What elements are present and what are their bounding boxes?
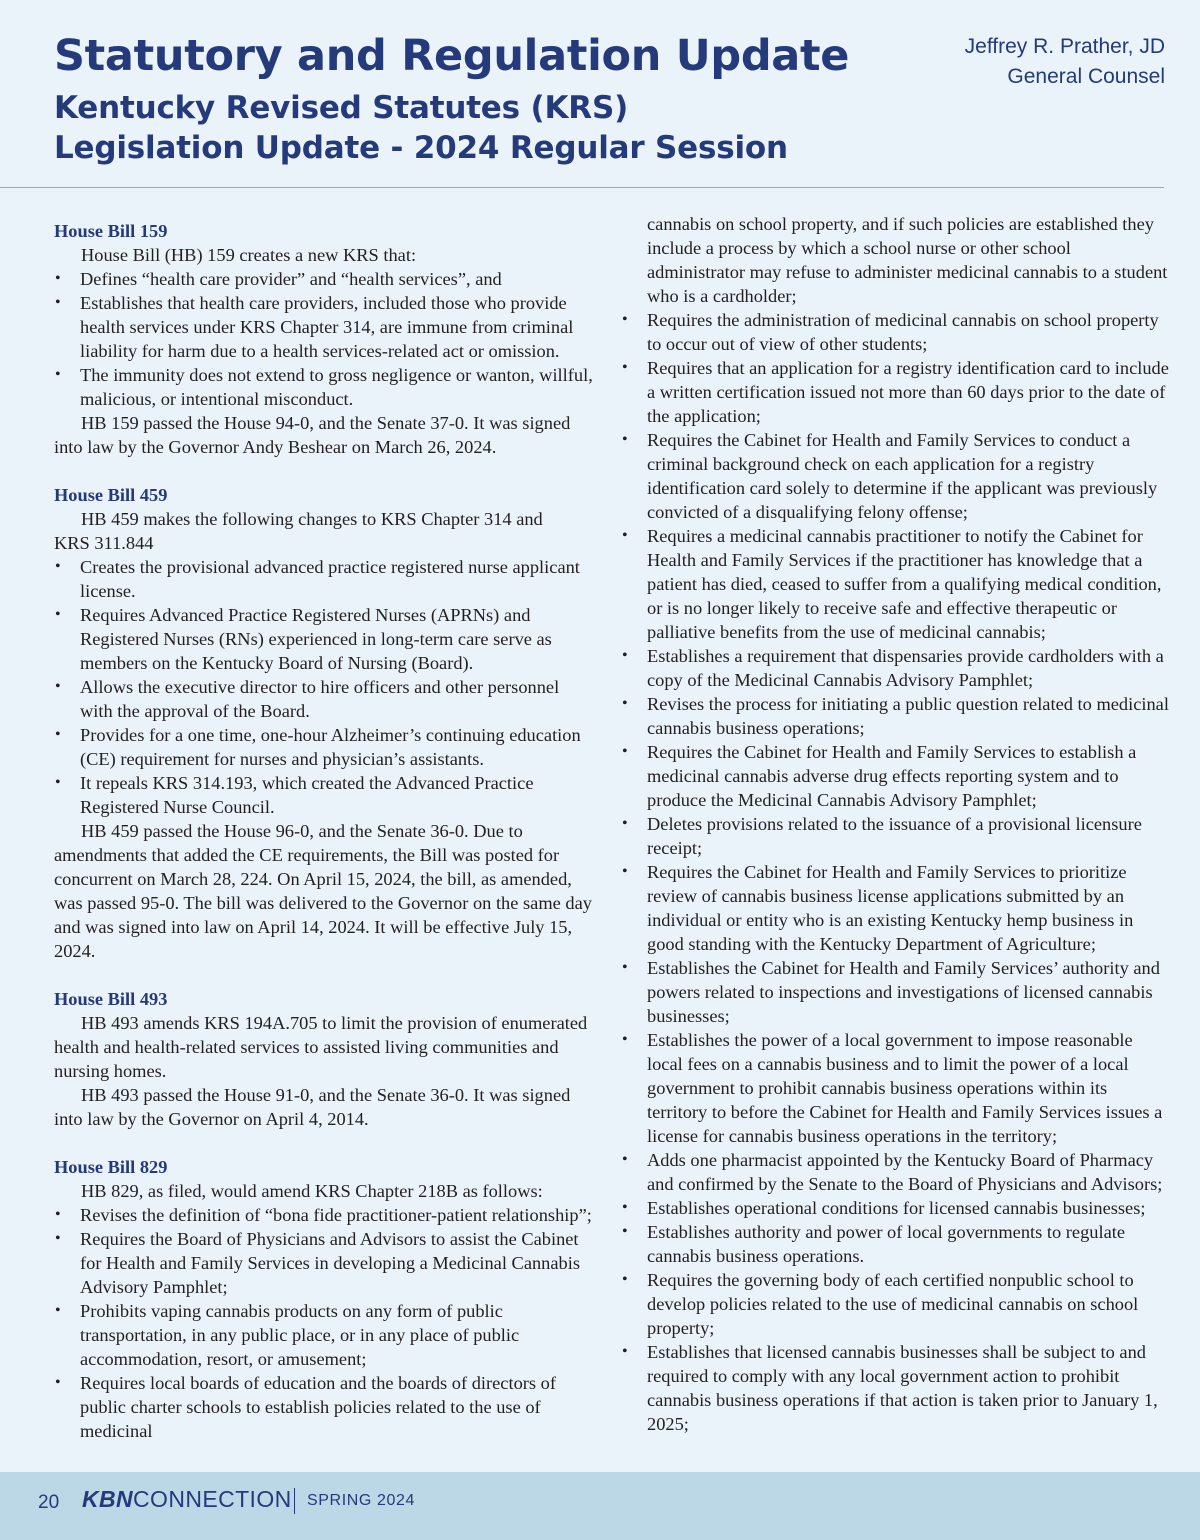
bullet-icon: • xyxy=(55,774,61,791)
bill-closing: HB 493 passed the House 91-0, and the Senate 36-0. It was signed into law by the Governor on April 4, 2014. xyxy=(54,1085,571,1129)
left-column xyxy=(54,209,594,1467)
bullet-item: • Requires the Board of Physicians and Advisors to assist the Cabinet for Health and Family Services in developing a Medicinal Cannabis Advisory Pamphlet; xyxy=(55,1229,580,1297)
bullet-item: • Adds one pharmacist appointed by the Kentucky Board of Pharmacy and confirmed by the Senate to the Board of Physicians and Advisors; xyxy=(622,1150,1163,1194)
bill-section-hb493 xyxy=(54,987,594,1131)
bill-section-hb459 xyxy=(54,483,594,963)
issue-label: SPRING 2024 xyxy=(307,1492,415,1509)
bullet-icon: • xyxy=(55,1230,61,1247)
bill-title: House Bill 159 xyxy=(54,221,168,241)
bill-title: House Bill 493 xyxy=(54,989,168,1009)
bullet-icon: • xyxy=(622,431,628,448)
bullet-icon: • xyxy=(622,959,628,976)
bullet-icon: • xyxy=(55,1206,61,1223)
bullet-icon: • xyxy=(622,1271,628,1288)
bullet-item: • Revises the process for initiating a public question related to medicinal cannabis business operations; xyxy=(622,694,1169,738)
bullet-item: • Establishes that health care providers, included those who provide health services under KRS Chapter 314, are immune from criminal liability for harm due to a health services-related act or omission. xyxy=(55,293,574,361)
bullet-continuation: cannabis on school property, and if such policies are established they include a process by which a school nurse or other school administrator may refuse to administer medicinal cannabis to a student who is a cardholder; xyxy=(647,214,1168,306)
bill-intro: House Bill (HB) 159 creates a new KRS that: xyxy=(81,245,417,265)
bullet-icon: • xyxy=(622,527,628,544)
bullet-item: • Establishes operational conditions for licensed cannabis businesses; xyxy=(622,1198,1146,1218)
bill-title: House Bill 459 xyxy=(54,485,168,505)
bill-title: House Bill 829 xyxy=(54,1157,168,1177)
publication-logo xyxy=(82,1486,292,1513)
bullet-icon: • xyxy=(622,1199,628,1216)
bullet-item: • Deletes provisions related to the issuance of a provisional licensure receipt; xyxy=(622,814,1142,858)
bill-intro: HB 459 makes the following changes to KRS Chapter 314 and KRS 311.844 xyxy=(54,509,543,553)
bullet-icon: • xyxy=(622,743,628,760)
bullet-icon: • xyxy=(55,726,61,743)
bill-closing: HB 159 passed the House 94-0, and the Senate 37-0. It was signed into law by the Governor Andy Beshear on March 26, 2024. xyxy=(54,413,571,457)
bullet-icon: • xyxy=(622,815,628,832)
bullet-icon: • xyxy=(622,1151,628,1168)
bullet-icon: • xyxy=(622,647,628,664)
bill-bullet-list xyxy=(54,555,594,819)
bullet-item: • Establishes authority and power of local governments to regulate cannabis business operations. xyxy=(622,1222,1126,1266)
bullet-icon: • xyxy=(55,606,61,623)
bullet-icon: • xyxy=(55,270,61,287)
bullet-item: • It repeals KRS 314.193, which created the Advanced Practice Registered Nurse Council. xyxy=(55,773,534,817)
page-title: Statutory and Regulation Update xyxy=(54,31,850,81)
bullet-icon: • xyxy=(55,1302,61,1319)
bullet-item: • Revises the definition of “bona fide practitioner-patient relationship”; xyxy=(55,1205,592,1225)
bullet-icon: • xyxy=(55,558,61,575)
page-footer xyxy=(0,1472,1200,1540)
bullet-item: • Establishes that licensed cannabis businesses shall be subject to and required to comply with any local government action to prohibit cannabis business operations if that action is taken prior to January 1, 2025; xyxy=(622,1342,1158,1434)
bullet-item: • Allows the executive director to hire officers and other personnel with the approval of the Board. xyxy=(55,677,560,721)
bullet-icon: • xyxy=(622,311,628,328)
header-divider xyxy=(0,187,1164,188)
logo-connection: CONNECTION xyxy=(133,1486,292,1512)
bullet-item: • Creates the provisional advanced practice registered nurse applicant license. xyxy=(55,557,580,601)
bullet-item: • Requires local boards of education and the boards of directors of public charter schools to establish policies related to the use of medicinal xyxy=(55,1373,556,1441)
bullet-item: • The immunity does not extend to gross negligence or wanton, willful, malicious, or intentional misconduct. xyxy=(55,365,593,409)
page-number: 20 xyxy=(38,1492,60,1513)
bill-intro: HB 493 amends KRS 194A.705 to limit the provision of enumerated health and health-related services to assisted living communities and nursing homes. xyxy=(54,1013,588,1081)
bill-closing: HB 459 passed the House 96-0, and the Senate 36-0. Due to amendments that added the CE requirements, the Bill was posted for concurrent on March 28, 224. On April 15, 2024, the bill, as amended, was passed 95-0. The bill was delivered to the Governor on the same day and was signed into law on April 14, 2024. It will be effective July 15, 2024. xyxy=(54,821,592,961)
bullet-icon: • xyxy=(622,359,628,376)
bullet-item: • Provides for a one time, one-hour Alzheimer’s continuing education (CE) requirement for nurses and physician’s assistants. xyxy=(55,725,581,769)
bullet-icon: • xyxy=(55,294,61,311)
bill-section-hb829 xyxy=(54,1155,594,1443)
bullet-item: • Prohibits vaping cannabis products on any form of public transportation, in any public place, or in any place of public accommodation, resort, or amusement; xyxy=(55,1301,520,1369)
footer-separator xyxy=(294,1488,295,1514)
bullet-item: • Requires a medicinal cannabis practitioner to notify the Cabinet for Health and Family Services if the practitioner has knowledge that a patient has died, ceased to suffer from a qualifying medical condition, or is no longer likely to receive safe and effective therapeutic or palliative benefits from the use of medicinal cannabis; xyxy=(622,526,1162,642)
bullet-icon: • xyxy=(622,1223,628,1240)
page-subtitle-line1: Kentucky Revised Statutes (KRS) xyxy=(54,90,629,126)
page-header xyxy=(0,0,1200,188)
bullet-icon: • xyxy=(55,366,61,383)
bullet-item: • Requires that an application for a registry identification card to include a written certification issued not more than 60 days prior to the date of the application; xyxy=(622,358,1169,426)
author-block xyxy=(965,32,1165,92)
right-column xyxy=(621,212,1169,1436)
bill-intro: HB 829, as filed, would amend KRS Chapter 218B as follows: xyxy=(81,1181,543,1201)
page-subtitle-line2: Legislation Update - 2024 Regular Session xyxy=(54,130,788,166)
logo-kbn: KBN xyxy=(82,1486,134,1512)
author-role: General Counsel xyxy=(1007,65,1165,88)
bullet-icon: • xyxy=(55,1374,61,1391)
bullet-icon: • xyxy=(622,1343,628,1360)
bullet-item: • Requires the Cabinet for Health and Family Services to establish a medicinal cannabis adverse drug effects reporting system and to produce the Medicinal Cannabis Advisory Pamphlet; xyxy=(622,742,1137,810)
bill-bullet-list xyxy=(54,267,594,411)
bill-bullet-list xyxy=(54,1203,594,1443)
bullet-item: • Establishes a requirement that dispensaries provide cardholders with a copy of the Medicinal Cannabis Advisory Pamphlet; xyxy=(622,646,1164,690)
bullet-item: • Defines “health care provider” and “health services”, and xyxy=(55,269,502,289)
bullet-icon: • xyxy=(55,678,61,695)
bullet-item: • Establishes the Cabinet for Health and Family Services’ authority and powers related to inspections and investigations of licensed cannabis businesses; xyxy=(622,958,1160,1026)
bullet-item: • Requires the Cabinet for Health and Family Services to prioritize review of cannabis business license applications submitted by an individual or entity who is an existing Kentucky hemp business in good standing with the Kentucky Department of Agriculture; xyxy=(622,862,1134,954)
bill-bullet-list xyxy=(621,308,1169,1436)
bullet-icon: • xyxy=(622,1031,628,1048)
bullet-item: • Requires Advanced Practice Registered Nurses (APRNs) and Registered Nurses (RNs) experienced in long-term care serve as members on the Kentucky Board of Nursing (Board). xyxy=(55,605,552,673)
bullet-item: • Requires the administration of medicinal cannabis on school property to occur out of view of other students; xyxy=(622,310,1159,354)
bullet-item: • Establishes the power of a local government to impose reasonable local fees on a cannabis business and to limit the power of a local government to prohibit cannabis business operations within its territory to before the Cabinet for Health and Family Services issues a license for cannabis business operations in the territory; xyxy=(622,1030,1163,1146)
bill-section-hb159 xyxy=(54,219,594,459)
bullet-item: • Requires the Cabinet for Health and Family Services to conduct a criminal background check on each application for a registry identification card solely to determine if the applicant was previously convicted of a disqualifying felony offense; xyxy=(622,430,1158,522)
bullet-icon: • xyxy=(622,695,628,712)
bullet-icon: • xyxy=(622,863,628,880)
author-name: Jeffrey R. Prather, JD xyxy=(964,35,1165,58)
bullet-item: • Requires the governing body of each certified nonpublic school to develop policies related to the use of medicinal cannabis on school property; xyxy=(622,1270,1139,1338)
